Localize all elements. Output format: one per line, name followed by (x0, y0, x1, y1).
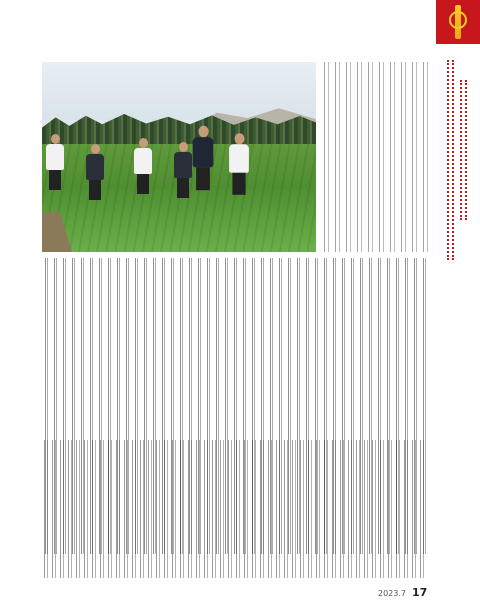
photo-person (46, 134, 64, 190)
article-headline-vertical (440, 60, 474, 260)
headline-line-1 (447, 60, 454, 260)
magazine-emblem-icon (446, 3, 470, 41)
section-tab (436, 0, 480, 44)
photo-person (174, 142, 192, 198)
headline-line-2 (460, 80, 467, 220)
photo-person (193, 126, 214, 190)
article-body-vertical-script-lower (42, 440, 428, 578)
photo-person (86, 144, 104, 200)
page-footer (378, 586, 427, 600)
photo-caption-vertical-script (320, 62, 428, 252)
photo-person (229, 133, 249, 195)
article-photo (42, 62, 316, 252)
photo-person (134, 138, 152, 194)
page-number: 17 (412, 586, 428, 599)
issue-date: 2023.7 (378, 589, 406, 598)
